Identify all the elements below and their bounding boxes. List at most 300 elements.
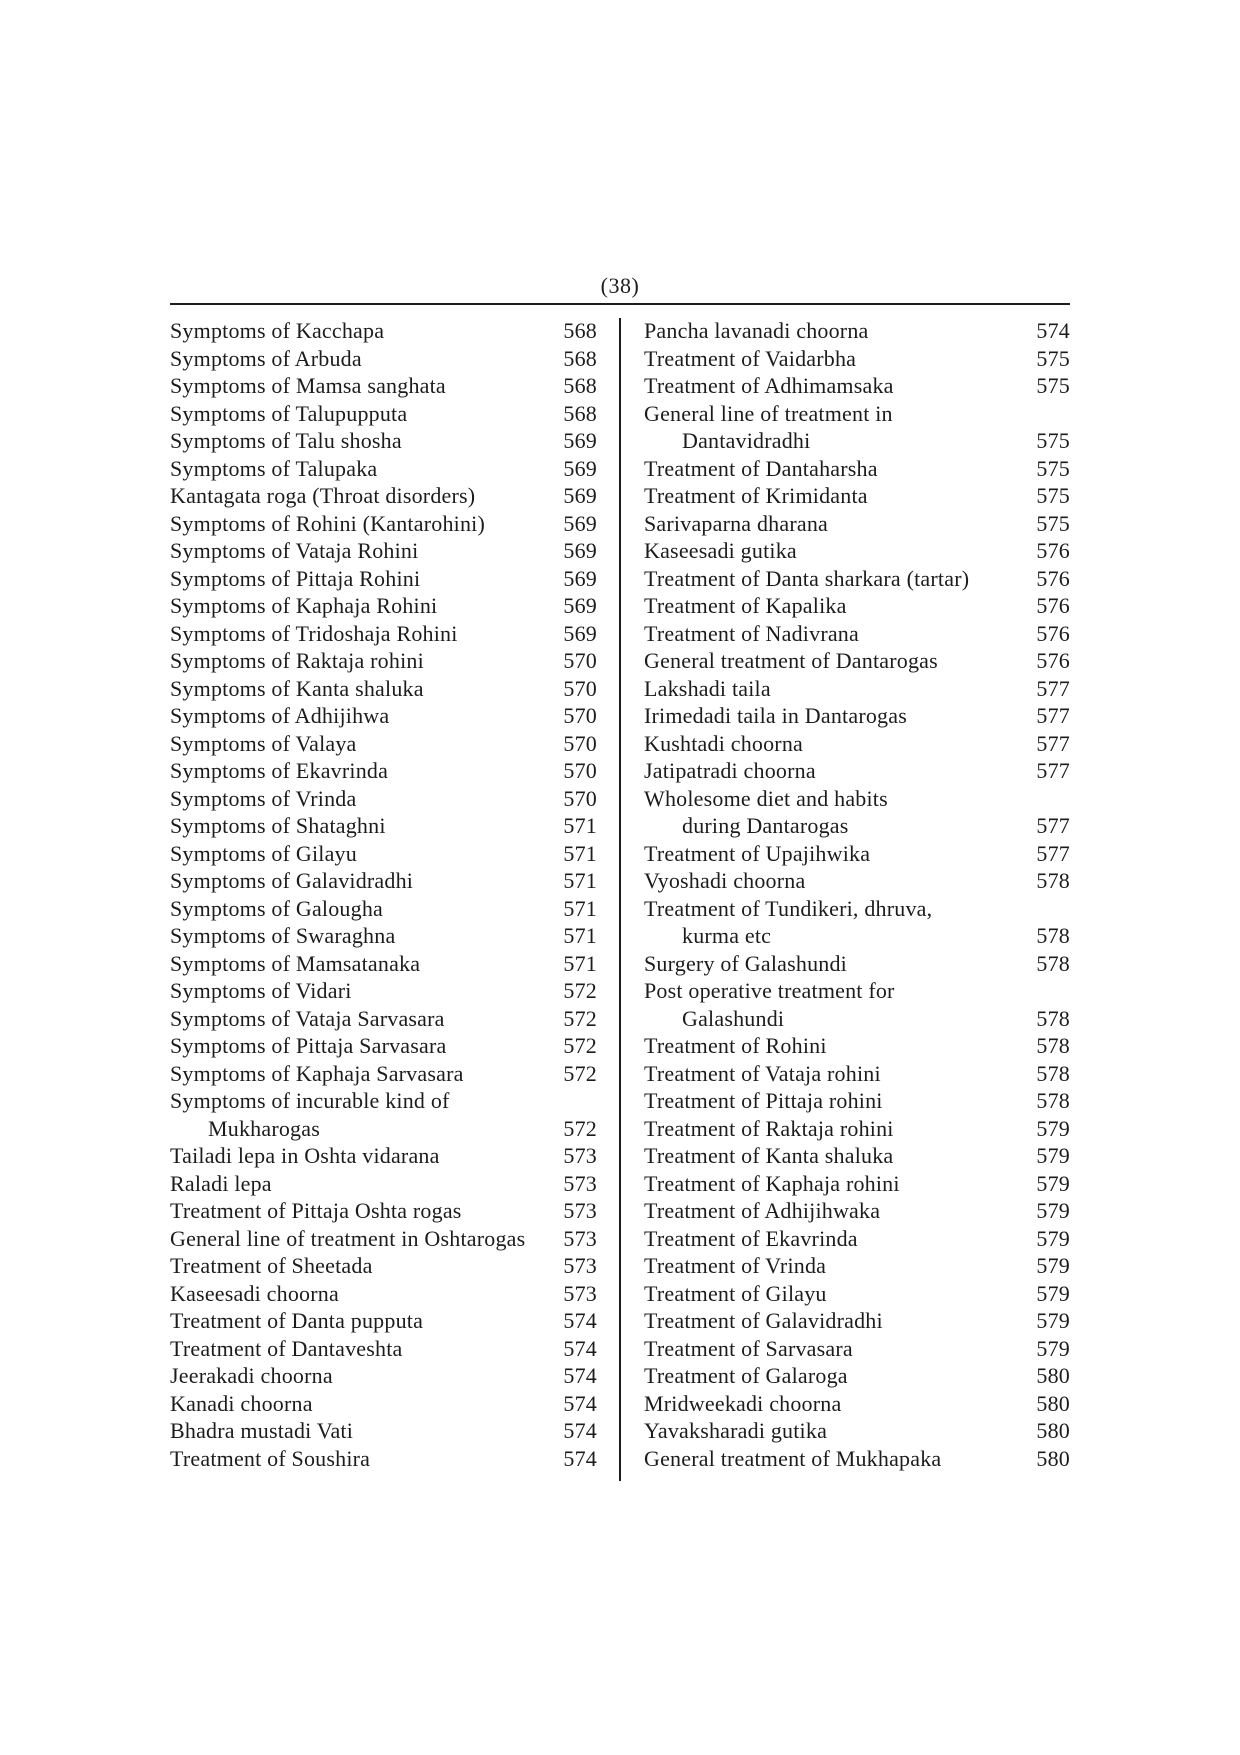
entry-title-line: Treatment of Dantaveshta: [170, 1335, 403, 1361]
entry-title: [170, 1170, 597, 1198]
entry-page-number: 578: [1036, 1033, 1070, 1058]
entry-title: [644, 675, 1070, 703]
entry-page-number: 580: [1036, 1418, 1070, 1443]
toc-entry: [644, 730, 1070, 758]
toc-entry: [644, 400, 1070, 455]
entry-title: [644, 647, 1070, 675]
toc-entry: [644, 1142, 1070, 1170]
entry-page-number: 578: [1036, 923, 1070, 948]
entry-title-continuation: kurma etc: [682, 923, 772, 948]
toc-entry: [644, 895, 1070, 950]
toc-entry: [170, 730, 597, 758]
entry-title: [170, 372, 597, 400]
entry-title-line: Treatment of Adhimamsaka: [644, 373, 894, 398]
toc-entry: [170, 345, 597, 373]
toc-entry: [644, 1335, 1070, 1363]
entry-title-line: Treatment of Danta sharkara (tartar): [644, 565, 970, 591]
entry-title: [170, 895, 597, 923]
entry-page-number: 575: [1036, 455, 1070, 481]
entry-page-number: 572: [563, 1115, 597, 1141]
entry-page-number: 574: [1036, 318, 1070, 343]
entry-title-line: General line of treatment in: [644, 400, 893, 426]
entry-title: [170, 1335, 597, 1363]
entry-title-line: Treatment of Sheetada: [170, 1253, 373, 1278]
entry-title: [644, 510, 1070, 538]
entry-page-number: 570: [563, 785, 597, 811]
entry-title-line: Symptoms of Rohini (Kantarohini): [170, 510, 485, 536]
entry-title: [170, 565, 597, 593]
toc-entry: [170, 1060, 597, 1088]
entry-page-number: 572: [563, 978, 597, 1003]
entry-title: [170, 812, 597, 840]
entry-page-number: 570: [563, 758, 597, 783]
toc-entry: [170, 812, 597, 840]
entry-page-number: 574: [563, 1363, 597, 1388]
entry-page-number: 574: [563, 1308, 597, 1333]
entry-page-number: 579: [1036, 1225, 1070, 1251]
entry-title-line: Symptoms of Mamsatanaka: [170, 950, 421, 976]
entry-title: [644, 1362, 1070, 1390]
entry-page-number: 570: [563, 703, 597, 728]
entry-page-number: 570: [563, 675, 597, 701]
entry-title: [170, 1362, 597, 1390]
entry-page-number: 569: [563, 620, 597, 646]
entry-page-number: 578: [1036, 868, 1070, 893]
entry-title-line: Treatment of Vaidarbha: [644, 345, 857, 371]
toc-entry: [644, 1115, 1070, 1143]
entry-title: [644, 1197, 1070, 1225]
entry-title-line: Treatment of Kaphaja rohini: [644, 1170, 900, 1196]
toc-entry: [644, 1032, 1070, 1060]
entry-title: [170, 1060, 597, 1088]
toc-entry: [170, 1197, 597, 1225]
entry-page-number: 571: [563, 895, 597, 921]
entry-page-number: 573: [563, 1253, 597, 1278]
entry-title-line: Symptoms of Pittaja Sarvasara: [170, 1033, 447, 1058]
entry-title-line: Kushtadi choorna: [644, 730, 803, 756]
entry-title: [644, 345, 1070, 373]
entry-page-number: 577: [1036, 703, 1070, 728]
entry-title-line: Symptoms of Vataja Sarvasara: [170, 1005, 445, 1031]
toc-left-column: [170, 317, 597, 1472]
entry-title-continuation: Dantavidradhi: [682, 428, 811, 453]
entry-title: [644, 372, 1070, 400]
entry-title-line: Symptoms of Vidari: [170, 978, 352, 1003]
entry-page-number: 579: [1036, 1198, 1070, 1223]
toc-entry: [644, 950, 1070, 978]
toc-entry: [170, 317, 597, 345]
toc-entry: [644, 785, 1070, 840]
entry-title: [170, 1032, 597, 1060]
entry-page-number: 572: [563, 1060, 597, 1086]
toc-entry: [170, 757, 597, 785]
toc-entry: [644, 1087, 1070, 1115]
toc-entry: [170, 592, 597, 620]
toc-entry: [644, 1197, 1070, 1225]
entry-title: [644, 702, 1070, 730]
entry-title-line: Treatment of Vataja rohini: [644, 1060, 881, 1086]
entry-title: [644, 1280, 1070, 1308]
entry-title: [644, 1307, 1070, 1335]
entry-title-line: Treatment of Pittaja rohini: [644, 1088, 883, 1113]
entry-title: [644, 1445, 1070, 1473]
entry-title: [644, 1225, 1070, 1253]
entry-title-line: Symptoms of incurable kind of: [170, 1088, 450, 1113]
entry-page-number: 569: [563, 593, 597, 618]
entry-page-number: 569: [563, 483, 597, 508]
entry-title: [170, 400, 597, 428]
entry-page-number: 570: [563, 648, 597, 673]
entry-title: [170, 510, 597, 538]
entry-page-number: 569: [563, 455, 597, 481]
toc-entry: [644, 757, 1070, 785]
entry-title-line: Irimedadi taila in Dantarogas: [644, 703, 907, 728]
entry-title: [644, 1142, 1070, 1170]
toc-entry: [170, 620, 597, 648]
entry-title: [170, 702, 597, 730]
entry-title: [644, 1115, 1070, 1143]
entry-title: [170, 922, 597, 950]
entry-title: [644, 400, 1070, 455]
entry-title: [170, 1142, 597, 1170]
entry-title: [644, 1032, 1070, 1060]
entry-title-continuation: Galashundi: [682, 1005, 785, 1031]
entry-page-number: 573: [563, 1280, 597, 1306]
entry-page-number: 578: [1036, 1005, 1070, 1031]
toc-entry: [170, 1390, 597, 1418]
toc-entry: [170, 1445, 597, 1473]
toc-entry: [644, 1307, 1070, 1335]
entry-title-line: General treatment of Dantarogas: [644, 648, 938, 673]
entry-page-number: 575: [1036, 428, 1070, 453]
entry-title: [644, 730, 1070, 758]
entry-page-number: 579: [1036, 1335, 1070, 1361]
toc-entry: [644, 1060, 1070, 1088]
entry-page-number: 580: [1036, 1363, 1070, 1388]
entry-title: [170, 1280, 597, 1308]
toc-entry: [170, 1280, 597, 1308]
entry-page-number: 568: [563, 400, 597, 426]
entry-page-number: 569: [563, 565, 597, 591]
entry-title: [644, 317, 1070, 345]
entry-page-number: 576: [1036, 538, 1070, 563]
entry-title: [170, 427, 597, 455]
entry-title-line: Treatment of Kanta shaluka: [644, 1143, 894, 1168]
entry-title-line: Treatment of Vrinda: [644, 1253, 827, 1278]
entry-title-line: Symptoms of Galavidradhi: [170, 868, 414, 893]
entry-page-number: 577: [1036, 813, 1070, 838]
entry-title: [644, 1170, 1070, 1198]
entry-title: [170, 757, 597, 785]
entry-page-number: 571: [563, 923, 597, 948]
entry-title: [644, 867, 1070, 895]
entry-title-line: Symptoms of Pittaja Rohini: [170, 565, 421, 591]
entry-title-line: Kantagata roga (Throat disorders): [170, 483, 476, 508]
toc-entry: [170, 1252, 597, 1280]
toc-entry: [170, 1335, 597, 1363]
toc-entry: [170, 427, 597, 455]
entry-title: [170, 1197, 597, 1225]
toc-entry: [170, 950, 597, 978]
toc-entry: [644, 1280, 1070, 1308]
toc-entry: [644, 1252, 1070, 1280]
entry-title-line: Treatment of Galavidradhi: [644, 1308, 883, 1333]
entry-title: [644, 950, 1070, 978]
entry-title-line: Treatment of Upajihwika: [644, 840, 871, 866]
entry-title-line: Jatipatradi choorna: [644, 758, 816, 783]
entry-title-line: Treatment of Galaroga: [644, 1363, 848, 1388]
entry-title: [170, 730, 597, 758]
toc-entry: [644, 565, 1070, 593]
page-number: (38): [600, 273, 640, 298]
entry-title: [644, 537, 1070, 565]
entry-title-line: Kaseesadi choorna: [170, 1280, 339, 1306]
entry-page-number: 573: [563, 1225, 597, 1251]
entry-title-line: Mridweekadi choorna: [644, 1390, 842, 1416]
entry-title-line: Symptoms of Vrinda: [170, 785, 357, 811]
entry-title: [170, 977, 597, 1005]
toc-entry: [170, 482, 597, 510]
entry-page-number: 572: [563, 1033, 597, 1058]
entry-title-line: Treatment of Nadivrana: [644, 620, 859, 646]
toc-entry: [644, 675, 1070, 703]
toc-entry: [170, 455, 597, 483]
entry-title: [644, 1087, 1070, 1115]
entry-title-line: Symptoms of Talupaka: [170, 455, 378, 481]
entry-title-line: General treatment of Mukhapaka: [644, 1445, 942, 1471]
entry-title-line: Treatment of Raktaja rohini: [644, 1115, 894, 1141]
entry-title: [170, 647, 597, 675]
entry-title: [170, 345, 597, 373]
entry-title: [170, 950, 597, 978]
toc-entry: [644, 1362, 1070, 1390]
entry-title: [170, 1087, 597, 1142]
entry-title-line: Treatment of Gilayu: [644, 1280, 827, 1306]
entry-title-line: Treatment of Pittaja Oshta rogas: [170, 1198, 462, 1223]
toc-entry: [170, 1087, 597, 1142]
entry-title: [644, 1335, 1070, 1363]
entry-page-number: 573: [563, 1143, 597, 1168]
toc-entry: [644, 1445, 1070, 1473]
toc-entry: [644, 1225, 1070, 1253]
entry-title-line: Symptoms of Shataghni: [170, 813, 386, 838]
entry-title-continuation: during Dantarogas: [682, 813, 849, 838]
entry-title-line: Wholesome diet and habits: [644, 785, 888, 811]
entry-title-line: Symptoms of Mamsa sanghata: [170, 373, 446, 398]
entry-title: [644, 620, 1070, 648]
entry-title: [170, 840, 597, 868]
toc-entry: [644, 1170, 1070, 1198]
toc-entry: [170, 372, 597, 400]
entry-page-number: 579: [1036, 1115, 1070, 1141]
entry-page-number: 579: [1036, 1253, 1070, 1278]
entry-title: [170, 592, 597, 620]
entry-title-line: Sarivaparna dharana: [644, 510, 828, 536]
entry-title-line: Symptoms of Kanta shaluka: [170, 675, 424, 701]
entry-title: [170, 455, 597, 483]
toc-entry: [644, 592, 1070, 620]
entry-title-line: Raladi lepa: [170, 1170, 272, 1196]
entry-title-line: Jeerakadi choorna: [170, 1363, 333, 1388]
entry-title: [170, 482, 597, 510]
entry-title: [644, 1252, 1070, 1280]
toc-entry: [644, 455, 1070, 483]
entry-title: [644, 977, 1070, 1032]
toc-entry: [170, 400, 597, 428]
entry-title: [644, 1417, 1070, 1445]
entry-title-line: Yavaksharadi gutika: [644, 1418, 828, 1443]
entry-title: [170, 1005, 597, 1033]
toc-entry: [644, 537, 1070, 565]
entry-title-line: Symptoms of Galougha: [170, 895, 383, 921]
entry-title-line: Treatment of Dantaharsha: [644, 455, 878, 481]
entry-page-number: 575: [1036, 345, 1070, 371]
entry-title: [170, 537, 597, 565]
toc-entry: [644, 702, 1070, 730]
entry-page-number: 570: [563, 730, 597, 756]
entry-page-number: 573: [563, 1198, 597, 1223]
entry-title-line: Treatment of Tundikeri, dhruva,: [644, 895, 933, 921]
entry-page-number: 572: [563, 1005, 597, 1031]
entry-page-number: 577: [1036, 730, 1070, 756]
entry-title-line: General line of treatment in Oshtarogas: [170, 1225, 526, 1251]
entry-title-line: Vyoshadi choorna: [644, 868, 806, 893]
entry-title: [170, 1390, 597, 1418]
toc-entry: [170, 785, 597, 813]
entry-title-line: Symptoms of Raktaja rohini: [170, 648, 424, 673]
entry-title-line: Lakshadi taila: [644, 675, 771, 701]
toc-entry: [644, 620, 1070, 648]
toc-entry: [170, 702, 597, 730]
toc-entry: [644, 1390, 1070, 1418]
toc-entry: [644, 977, 1070, 1032]
entry-title-line: Treatment of Soushira: [170, 1445, 371, 1471]
entry-page-number: 576: [1036, 593, 1070, 618]
entry-page-number: 568: [563, 373, 597, 398]
entry-page-number: 569: [563, 538, 597, 563]
entry-title-line: Kaseesadi gutika: [644, 538, 797, 563]
entry-page-number: 575: [1036, 483, 1070, 508]
toc-entry: [644, 317, 1070, 345]
entry-title: [170, 1445, 597, 1473]
toc-entry: [170, 1032, 597, 1060]
toc-entry: [644, 867, 1070, 895]
entry-page-number: 571: [563, 840, 597, 866]
entry-title: [170, 675, 597, 703]
entry-title: [170, 1307, 597, 1335]
column-divider: [619, 318, 621, 1481]
entry-title-line: Symptoms of Valaya: [170, 730, 357, 756]
entry-page-number: 576: [1036, 620, 1070, 646]
entry-title-line: Symptoms of Tridoshaja Rohini: [170, 620, 458, 646]
entry-page-number: 579: [1036, 1308, 1070, 1333]
toc-entry: [170, 565, 597, 593]
entry-page-number: 575: [1036, 373, 1070, 398]
entry-title: [644, 455, 1070, 483]
entry-title-line: Symptoms of Adhijihwa: [170, 703, 390, 728]
toc-right-column: [644, 317, 1070, 1472]
entry-title-line: Treatment of Adhijihwaka: [644, 1198, 881, 1223]
entry-page-number: 571: [563, 950, 597, 976]
entry-page-number: 574: [563, 1390, 597, 1416]
entry-page-number: 578: [1036, 1060, 1070, 1086]
entry-title-line: Surgery of Galashundi: [644, 950, 847, 976]
entry-page-number: 568: [563, 318, 597, 343]
toc-entry: [644, 1417, 1070, 1445]
toc-entry: [644, 840, 1070, 868]
entry-title: [170, 1417, 597, 1445]
entry-title-line: Bhadra mustadi Vati: [170, 1418, 354, 1443]
toc-entry: [644, 345, 1070, 373]
entry-title-line: Treatment of Sarvasara: [644, 1335, 853, 1361]
entry-title-line: Symptoms of Swaraghna: [170, 923, 396, 948]
toc-entry: [644, 482, 1070, 510]
toc-entry: [170, 1005, 597, 1033]
entry-page-number: 577: [1036, 758, 1070, 783]
entry-title-line: Treatment of Kapalika: [644, 593, 847, 618]
entry-title-line: Symptoms of Vataja Rohini: [170, 538, 419, 563]
entry-title: [170, 1225, 597, 1253]
toc-entry: [644, 647, 1070, 675]
toc-entry: [644, 510, 1070, 538]
entry-title: [644, 840, 1070, 868]
entry-page-number: 578: [1036, 950, 1070, 976]
entry-title-line: Treatment of Ekavrinda: [644, 1225, 858, 1251]
entry-title: [170, 867, 597, 895]
entry-title: [644, 1390, 1070, 1418]
entry-title-line: Symptoms of Arbuda: [170, 345, 362, 371]
entry-page-number: 575: [1036, 510, 1070, 536]
entry-page-number: 580: [1036, 1445, 1070, 1471]
entry-title-line: Symptoms of Talu shosha: [170, 428, 402, 453]
entry-title-line: Post operative treatment for: [644, 978, 895, 1003]
entry-page-number: 576: [1036, 565, 1070, 591]
entry-title-line: Symptoms of Talupupputa: [170, 400, 408, 426]
entry-title: [644, 785, 1070, 840]
toc-entry: [170, 895, 597, 923]
toc-entry: [170, 840, 597, 868]
toc-entry: [170, 1170, 597, 1198]
entry-title-line: Symptoms of Kaphaja Rohini: [170, 593, 438, 618]
toc-entry: [170, 647, 597, 675]
entry-page-number: 579: [1036, 1143, 1070, 1168]
entry-page-number: 579: [1036, 1170, 1070, 1196]
entry-page-number: 574: [563, 1445, 597, 1471]
entry-title: [644, 1060, 1070, 1088]
entry-page-number: 573: [563, 1170, 597, 1196]
entry-title-line: Treatment of Rohini: [644, 1033, 827, 1058]
toc-entry: [170, 867, 597, 895]
toc-entry: [170, 1307, 597, 1335]
toc-entry: [170, 1362, 597, 1390]
entry-title: [644, 565, 1070, 593]
entry-title-line: Pancha lavanadi choorna: [644, 318, 869, 343]
toc-entry: [170, 1225, 597, 1253]
entry-title-line: Tailadi lepa in Oshta vidarana: [170, 1143, 440, 1168]
entry-title: [644, 482, 1070, 510]
entry-page-number: 580: [1036, 1390, 1070, 1416]
toc-entry: [170, 537, 597, 565]
entry-title-line: Symptoms of Kaphaja Sarvasara: [170, 1060, 464, 1086]
toc-entry: [644, 372, 1070, 400]
entry-page-number: 577: [1036, 675, 1070, 701]
entry-page-number: 571: [563, 813, 597, 838]
header-rule: [170, 303, 1070, 305]
entry-title: [644, 757, 1070, 785]
entry-title-line: Treatment of Krimidanta: [644, 483, 868, 508]
entry-page-number: 571: [563, 868, 597, 893]
entry-title-line: Symptoms of Kacchapa: [170, 318, 385, 343]
